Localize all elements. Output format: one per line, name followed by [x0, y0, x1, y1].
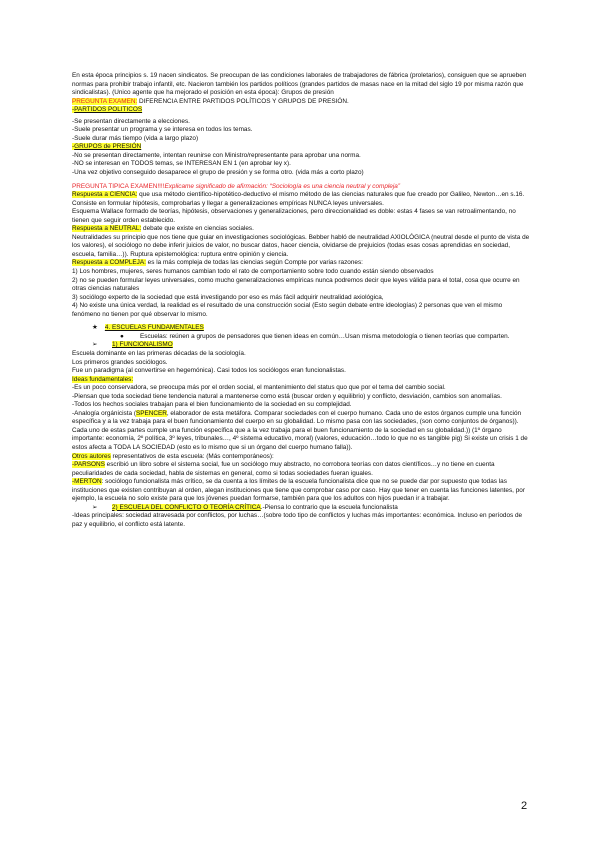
compleja-line: 2) no se pueden formular leyes universales, como mucho generalizaciones empíricas nunca podremos decir que leyes válida para el total, cosa que ocurre en otras ciencias naturales	[72, 276, 520, 293]
conflicto-heading-text: 2) ESCUELA DEL CONFLICTO O TEORÍA CRÍTICA	[112, 503, 261, 511]
parsons-name: -PARSONS	[72, 461, 105, 469]
funcionalismo-line: Escuela dominante en las primeras décadas de la sociología.	[72, 349, 246, 357]
compleja-line: 4) No existe una única verdad, la realidad es el resultado de una construcción social (Esto según debate entre ideologías) 2 personas que ven el mismo fenómeno no tienen por qué observar lo mismo.	[72, 302, 503, 318]
grupos-line: -NO se interesan en TODOS temas, se INTERESAN EN 1 (en aprobar ley x).	[72, 160, 291, 168]
page-number: 2	[521, 800, 528, 812]
spencer-name: SPENCER	[135, 409, 167, 417]
neutral-line: Neutralidades su principio que nos tiene que guiar en investigaciones sociológicas. Bebber habló de neutralidad AXIOLÓGICA (neutral desde el punto de vista de los valores), el sociólogo no debe inferir juicios de valor, no buscar datos, hacer ciencia, olvidarse de prejuicios (todas esas cosas aprendidas en sociedad, escuela, familia…)). Ruptura epistemológica: ruptura entre opinión y ciencia.	[72, 233, 530, 258]
compleja-line: 3) sociólogo experto de la sociedad que está investigando por eso es más fácil adquirir neutralidad axiológica,	[72, 293, 384, 301]
neutral-label: Respuesta a NEUTRAL:	[72, 225, 142, 233]
merton-text: : sociólogo funcionalista más crítico, se da cuenta a los límites de la escuela funcionalista dice que no se puede dar por supuesto que todas las instituciones que existen contribuyan al orden, alegan instituciones que tiene que comprobar caso por caso. Hay que tener en cuenta las funciones latentes, por ejemplo, la escuela no solo existe para que los jóvenes puedan formarse, también para que los adultos con hijos puedan ir a trabajar.	[72, 478, 525, 503]
analogia-post: , elaborador de esta metáfora. Comparar sociedades con el cuerpo humano. Cada uno de estos órganos cumple una función específica y a la vez trabaja para el buen funcionamiento del cuerpo en su globalidad. Lo mismo pasa con las sociedades, (son como conjuntos de órganos)). Cada uno de estas partes cumple una función específica que a la vez trabaja para el buen funcionamiento de la sociedad en su globalidad.)) (1º órgano importante: economía, 2º política, 3º leyes, tribunales…, 4º sistema educativo, moral) (valores, educación…todo lo que no es tangible pig) Si existe un crisis 1 de estos afecta a TODA LA SOCIEDAD (esto es lo mismo que si un órgano del cuerpo humano falla)).	[72, 409, 528, 451]
compleja-text: es la más compleja de todas las ciencias según Compte por varias razones:	[145, 259, 363, 267]
ideas-line: -Es un poco conservadora, se preocupa más por el orden social, el mantenimiento del status quo que por el tema del cambio social.	[72, 384, 446, 392]
grupos-line: -No se presentan directamente, intentan reunirse con Ministro/representante para aprobar una norma.	[72, 151, 361, 159]
merton-paragraph	[72, 478, 530, 504]
otros-autores	[72, 453, 530, 462]
compleja-answer	[72, 259, 530, 268]
tipica-text: Explicame significado de afirmación: “Sociología es una ciencia neutral y compleja”	[164, 182, 400, 190]
arrow-icon: ➢	[92, 341, 98, 349]
exam-question-label: PREGUNTA EXAMEN:	[72, 97, 138, 105]
grupos-line: -Una vez objetivo conseguido desaparece el grupo de presión y se forma otro. (vida más a corto plazo)	[72, 169, 364, 177]
funcionalismo-heading-text: 1) FUNCIONALISMO	[112, 341, 173, 349]
merton-name: -MERTON	[72, 478, 102, 486]
compleja-label: Respuesta a COMPLEJA:	[72, 259, 146, 267]
star-icon: ★	[92, 324, 98, 332]
exam-question-line	[72, 98, 530, 107]
intro-paragraph: En esta época principios s. 19 nacen sindicatos. Se preocupan de las condiciones laborales de trabajadores de fábrica (proletarios), consiguen que se aprueben normas para prohibir trabajo infantil, etc. Nacieron también los partidos políticos (grandes partidos de masas nace en la mitad del siglo 19 por misma razón que sindicalistas). (Unico agente que ha mejorado el posición en esta época): Grupos de presión	[72, 72, 527, 97]
ciencia-answer	[72, 191, 530, 200]
otros-label: Otros autores	[72, 452, 111, 460]
partidos-line: -Suele durar más tiempo (vida a largo plazo)	[72, 134, 199, 142]
ideas-label: Ideas fundamentales:	[72, 375, 134, 383]
compleja-line: 1) Los hombres, mujeres, seres humanos cambian todo el rato de comportamiento sobre todo cuando están siendo observados	[72, 268, 434, 276]
ciencia-label: Respuesta a CIENCIA:	[72, 191, 138, 199]
exam-question-text: DIFERENCIA ENTRE PARTIDOS POLÍTICOS Y GRUPOS DE PRESIÓN.	[137, 97, 349, 105]
escuelas-heading	[92, 324, 530, 333]
escuelas-heading-text: 4. ESCUELAS FUNDAMENTALES	[104, 324, 204, 332]
ciencia-line: Consiste en formular hipótesis, comprobarlas y llegar a generalizaciones empíricas NUNCA leyes universales.	[72, 199, 384, 207]
conflicto-line: -Ideas principales: sociedad atravesada por conflictos, por luchas…(sobre todo tipo de conflictos y luchas más importantes: económica. Incluso en períodos de paz y equilibrio, el conflicto está latente.	[72, 512, 523, 528]
funcionalismo-line: Los primeros grandes sociólogos.	[72, 358, 168, 366]
tipica-label: PREGUNTA TIPICA EXAMEN!!!!	[72, 182, 165, 190]
ideas-line: -Piensan que toda sociedad tiene tendencia natural a mantenerse como está (buscar orden y equilibrio) y conflicto, desviación, cambios son anomalías.	[72, 392, 502, 400]
escuelas-bullet	[120, 333, 530, 342]
escuelas-bullet-text: Escuelas: reúnen a grupos de pensadores que tienen ideas en común…Usan misma metodología o tienen teorías que comparten.	[140, 332, 510, 340]
grupos-heading: -GRUPOS de PRESIÓN	[72, 143, 142, 151]
grupos-heading-text: GRUPOS de PRESIÓN	[74, 143, 142, 151]
partidos-heading: -PARTIDOS POLITICOS	[72, 106, 143, 114]
neutral-answer	[72, 225, 530, 234]
ideas-heading	[72, 376, 530, 385]
tipica-question	[72, 183, 530, 192]
funcionalismo-line: Fue un paradigma (al convertirse en hegemónica). Casi todos los sociólogos eran funcionalistas.	[72, 367, 346, 375]
conflicto-heading-rest: .-Piensa lo contrario que la escuela funcionalista	[260, 503, 398, 511]
neutral-text: debate que existe en ciencias sociales.	[141, 225, 254, 233]
funcionalismo-heading	[92, 341, 530, 350]
partidos-line: -Se presentan directamente a elecciones.	[72, 117, 190, 125]
analogia-paragraph	[72, 410, 530, 453]
ciencia-text: que usa método cientifico-hipotético-deductivo el mismo método de las ciencias naturales que fue creado por Galileo, Newton…en s.16.	[137, 191, 525, 199]
document-page	[72, 72, 530, 529]
parsons-paragraph	[72, 461, 530, 478]
bullet-dot-icon: ●	[120, 332, 124, 340]
partidos-line: -Suele presentar un programa y se interesa en todos los temas.	[72, 126, 253, 134]
arrow-icon: ➢	[92, 503, 98, 511]
partidos-heading-text: PARTIDOS POLITICOS	[74, 106, 143, 114]
analogia-pre: -Analogía orgánicista (	[72, 409, 136, 417]
conflicto-heading	[92, 504, 530, 513]
otros-text: representativos de esta escuela: (Más contemporáneos):	[110, 452, 274, 460]
ideas-line: -Todos los hechos sociales trabajan para el bien funcionamiento de la sociedad en su complejidad.	[72, 401, 352, 409]
parsons-text: escribió un libro sobre el sistema social, fue un sociólogo muy abstracto, no corrobora teorías con datos científicos…y no tiene en cuenta peculiaridades de cada sociedad, habla de sistemas en general, como si todas sociedades fueran iguales.	[72, 461, 495, 477]
ciencia-line: Esquema Wallace formado de teorías, hipótesis, observaciones y generalizaciones, pero direccionalidad es doble: estas 4 fases se van retroalimentando, no tienen que seguir orden establecido.	[72, 208, 516, 224]
